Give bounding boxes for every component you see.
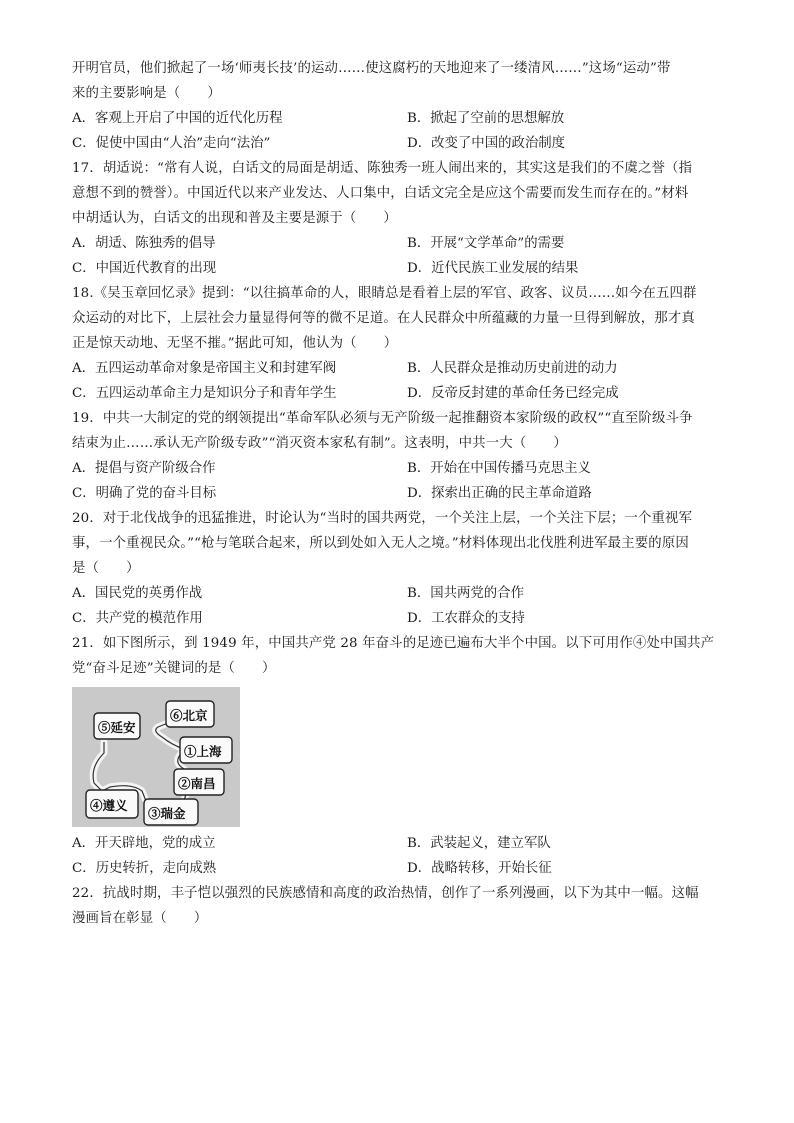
- question-18: [72, 281, 722, 406]
- question-text: 19．中共一大制定的党的纲领提出“革命军队必须与无产阶级一起推翻资本家阶级的政权”“直至阶级斗争: [72, 411, 693, 426]
- option-a[interactable]: A．五四运动革命对象是帝国主义和封建军阀: [72, 361, 337, 376]
- question-19: [72, 406, 722, 506]
- map-label-zunyi: ④遵义: [90, 798, 128, 813]
- option-b[interactable]: B．掀起了空前的思想解放: [407, 111, 565, 126]
- question-17: [72, 156, 722, 281]
- option-a[interactable]: A．开天辟地，党的成立: [72, 836, 216, 851]
- options: [72, 831, 722, 881]
- question-text: 22．抗战时期，丰子恺以强烈的民族感情和高度的政治热情，创作了一系列漫画，以下为其中一幅。这幅: [72, 886, 699, 901]
- options: [72, 456, 722, 506]
- option-c[interactable]: C．历史转折，走向成熟: [72, 861, 217, 876]
- question-text: 21．如下图所示，到 1949 年，中国共产党 28 年奋斗的足迹已遍布大半个中国。以下可用作④处中国共产: [72, 636, 715, 651]
- question-text: 意想不到的赞誉）。中国近代以来产业发达、人口集中，白话文完全是应这个需要而发生而存在的。”材料: [72, 186, 689, 201]
- option-d[interactable]: D．探索出正确的民主革命道路: [407, 486, 592, 501]
- question-text: 18.《吴玉章回忆录》提到：“以往搞革命的人，眼睛总是看着上层的军官、政客、议员……如今在五四群: [72, 286, 697, 301]
- options: [72, 106, 722, 156]
- route-map: [72, 687, 240, 827]
- question-text: 事，一个重视民众。”“枪与笔联合起来，所以到处如入无人之境。”材料体现出北伐胜利进军最主要的原因: [72, 536, 689, 551]
- question-text: 众运动的对比下，上层社会力量显得何等的微不足道。在人民群众中所蕴藏的力量一旦得到解放，那才真: [72, 311, 695, 326]
- option-a[interactable]: A．国民党的英勇作战: [72, 586, 203, 601]
- option-c[interactable]: C．共产党的模范作用: [72, 611, 203, 626]
- question-20: [72, 506, 722, 631]
- option-b[interactable]: B．武装起义，建立军队: [407, 836, 551, 851]
- question-text: 是（ ）: [72, 561, 140, 576]
- option-b[interactable]: B．国共两党的合作: [407, 586, 524, 601]
- question-21: [72, 631, 722, 881]
- question-text: 党“奋斗足迹”关键词的是（ ）: [72, 661, 276, 676]
- option-d[interactable]: D．战略转移，开始长征: [407, 861, 552, 876]
- exam-page: [72, 56, 722, 931]
- option-d[interactable]: D．改变了中国的政治制度: [407, 136, 566, 151]
- options: [72, 231, 722, 281]
- option-a[interactable]: A．客观上开启了中国的近代化历程: [72, 111, 283, 126]
- options: [72, 356, 722, 406]
- map-label-nanchang: ②南昌: [178, 776, 216, 791]
- option-b[interactable]: B．开始在中国传播马克思主义: [407, 461, 591, 476]
- question-22: [72, 881, 722, 931]
- map-label-ruijin: ③瑞金: [148, 806, 186, 821]
- map-label-beijing: ⑥北京: [170, 708, 208, 723]
- option-a[interactable]: A．胡适、陈独秀的倡导: [72, 236, 216, 251]
- option-c[interactable]: C．明确了党的奋斗目标: [72, 486, 217, 501]
- option-c[interactable]: C．中国近代教育的出现: [72, 261, 217, 276]
- map-label-yanan: ⑤延安: [98, 720, 136, 735]
- option-d[interactable]: D．反帝反封建的革命任务已经完成: [407, 386, 619, 401]
- option-d[interactable]: D．工农群众的支持: [407, 611, 525, 626]
- question-text: 来的主要影响是（ ）: [72, 86, 221, 101]
- map-label-shanghai: ①上海: [184, 744, 222, 759]
- question-text: 20．对于北伐战争的迅猛推进，时论认为“当时的国共两党，一个关注上层，一个关注下层；一个重视军: [72, 511, 693, 526]
- options: [72, 581, 722, 631]
- option-c[interactable]: C．五四运动革命主力是知识分子和青年学生: [72, 386, 337, 401]
- question-text: 结束为止……承认无产阶级专政”“消灭资本家私有制”。这表明，中共一大（ ）: [72, 436, 567, 451]
- option-c[interactable]: C．促使中国由“人治”走向“法治”: [72, 136, 271, 151]
- question-text: 漫画旨在彰显（ ）: [72, 911, 208, 926]
- question-text: 17．胡适说：“常有人说，白话文的局面是胡适、陈独秀一班人闹出来的，其实这是我们的不虞之誉（指: [72, 161, 693, 176]
- option-b[interactable]: B．开展“文学革命”的需要: [407, 236, 565, 251]
- option-b[interactable]: B．人民群众是推动历史前进的动力: [407, 361, 618, 376]
- question-text: 正是惊天动地、无坚不摧。”据此可知，他认为（ ）: [72, 336, 398, 351]
- question-16-continuation: [72, 56, 722, 156]
- option-d[interactable]: D．近代民族工业发展的结果: [407, 261, 579, 276]
- question-text: 开明官员，他们掀起了一场‘师夷长技’的运动……使这腐朽的天地迎来了一缕清风……”这场“运动”带: [72, 61, 671, 76]
- option-a[interactable]: A．提倡与资产阶级合作: [72, 461, 216, 476]
- question-text: 中胡适认为，白话文的出现和普及主要是源于（ ）: [72, 211, 397, 226]
